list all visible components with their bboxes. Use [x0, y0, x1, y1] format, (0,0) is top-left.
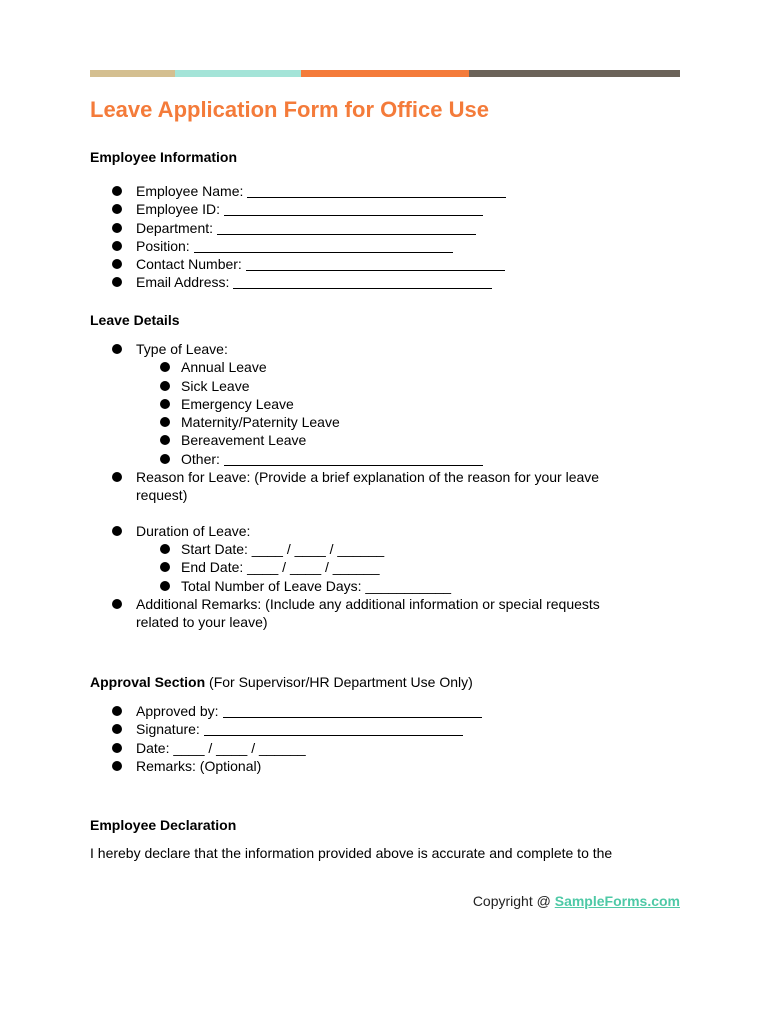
leave-details-list — [90, 340, 600, 631]
signature-item — [90, 720, 482, 738]
reason-line-1: Reason for Leave: (Provide a brief explanation of the reason for your leave — [136, 469, 600, 486]
position-field[interactable] — [194, 238, 453, 253]
department-field[interactable] — [217, 220, 476, 235]
leave-type-other[interactable] — [136, 450, 600, 468]
reason-line-2: request) — [136, 487, 188, 504]
duration-label: Duration of Leave: — [136, 522, 251, 539]
total-leave-days-field[interactable]: Total Number of Leave Days: ___________ — [136, 577, 600, 595]
position-item — [90, 237, 506, 255]
declaration-text: I hereby declare that the information provided above is accurate and complete to the — [90, 845, 613, 861]
approval-heading-note: (For Supervisor/HR Department Use Only) — [209, 674, 473, 690]
type-of-leave-item — [90, 340, 600, 468]
color-bar-segment-orange — [301, 70, 469, 77]
duration-of-leave-item — [90, 522, 600, 595]
declaration-heading: Employee Declaration — [90, 817, 237, 833]
employee-name-field[interactable] — [247, 183, 506, 198]
contact-number-item — [90, 255, 506, 273]
approved-by-field[interactable] — [223, 703, 482, 718]
employee-name-item — [90, 182, 506, 200]
department-item — [90, 219, 506, 237]
leave-type-other-field[interactable] — [224, 451, 483, 466]
leave-type-annual[interactable]: Annual Leave — [136, 358, 600, 376]
color-bar-segment-teal — [175, 70, 301, 77]
start-date-field[interactable]: Start Date: ____ / ____ / ______ — [136, 540, 600, 558]
copyright-text: Copyright @ — [472, 893, 555, 909]
leave-type-emergency[interactable]: Emergency Leave — [136, 395, 600, 413]
employee-info-heading: Employee Information — [90, 149, 238, 165]
approved-by-item — [90, 702, 482, 720]
approval-heading — [90, 674, 473, 690]
employee-info-list — [90, 182, 506, 292]
position-label: Position: — [136, 237, 190, 254]
employee-id-label: Employee ID: — [136, 201, 221, 218]
page-title: Leave Application Form for Office Use — [90, 97, 489, 122]
footer-copyright — [473, 893, 680, 909]
leave-details-heading: Leave Details — [90, 312, 180, 328]
email-address-item — [90, 273, 506, 291]
employee-name-label: Employee Name: — [136, 183, 244, 199]
brand-link[interactable]: SampleForms.com — [554, 893, 680, 909]
contact-number-field[interactable] — [246, 256, 505, 271]
approval-date-field[interactable]: Date: ____ / ____ / ______ — [90, 739, 482, 757]
employee-id-field[interactable] — [224, 201, 483, 216]
color-bar-segment-gray — [469, 70, 680, 77]
email-address-label: Email Address: — [136, 274, 230, 291]
signature-field[interactable] — [204, 721, 463, 736]
approval-list — [90, 702, 482, 775]
type-of-leave-label: Type of Leave: — [136, 341, 228, 357]
end-date-field[interactable]: End Date: ____ / ____ / ______ — [136, 558, 600, 576]
leave-type-bereavement[interactable]: Bereavement Leave — [136, 431, 600, 449]
leave-type-maternity-paternity[interactable]: Maternity/Paternity Leave — [136, 413, 600, 431]
remarks-line-2: related to your leave) — [136, 614, 268, 631]
signature-label: Signature: — [136, 721, 200, 738]
approval-remarks-field[interactable]: Remarks: (Optional) — [90, 757, 482, 775]
contact-number-label: Contact Number: — [136, 256, 242, 273]
color-bar-segment-tan — [90, 70, 175, 77]
duration-fields — [136, 540, 600, 595]
decorative-color-bar — [90, 70, 680, 77]
department-label: Department: — [136, 219, 214, 236]
leave-type-other-label: Other: — [181, 450, 220, 467]
remarks-line-1: Additional Remarks: (Include any additional information or special requests — [136, 595, 600, 612]
reason-for-leave-item — [90, 468, 600, 505]
approval-heading-title: Approval Section — [90, 674, 206, 690]
employee-id-item — [90, 200, 506, 218]
email-address-field[interactable] — [233, 274, 492, 289]
leave-type-options — [136, 358, 600, 468]
approved-by-label: Approved by: — [136, 703, 219, 719]
additional-remarks-item — [90, 595, 600, 632]
leave-type-sick[interactable]: Sick Leave — [136, 377, 600, 395]
